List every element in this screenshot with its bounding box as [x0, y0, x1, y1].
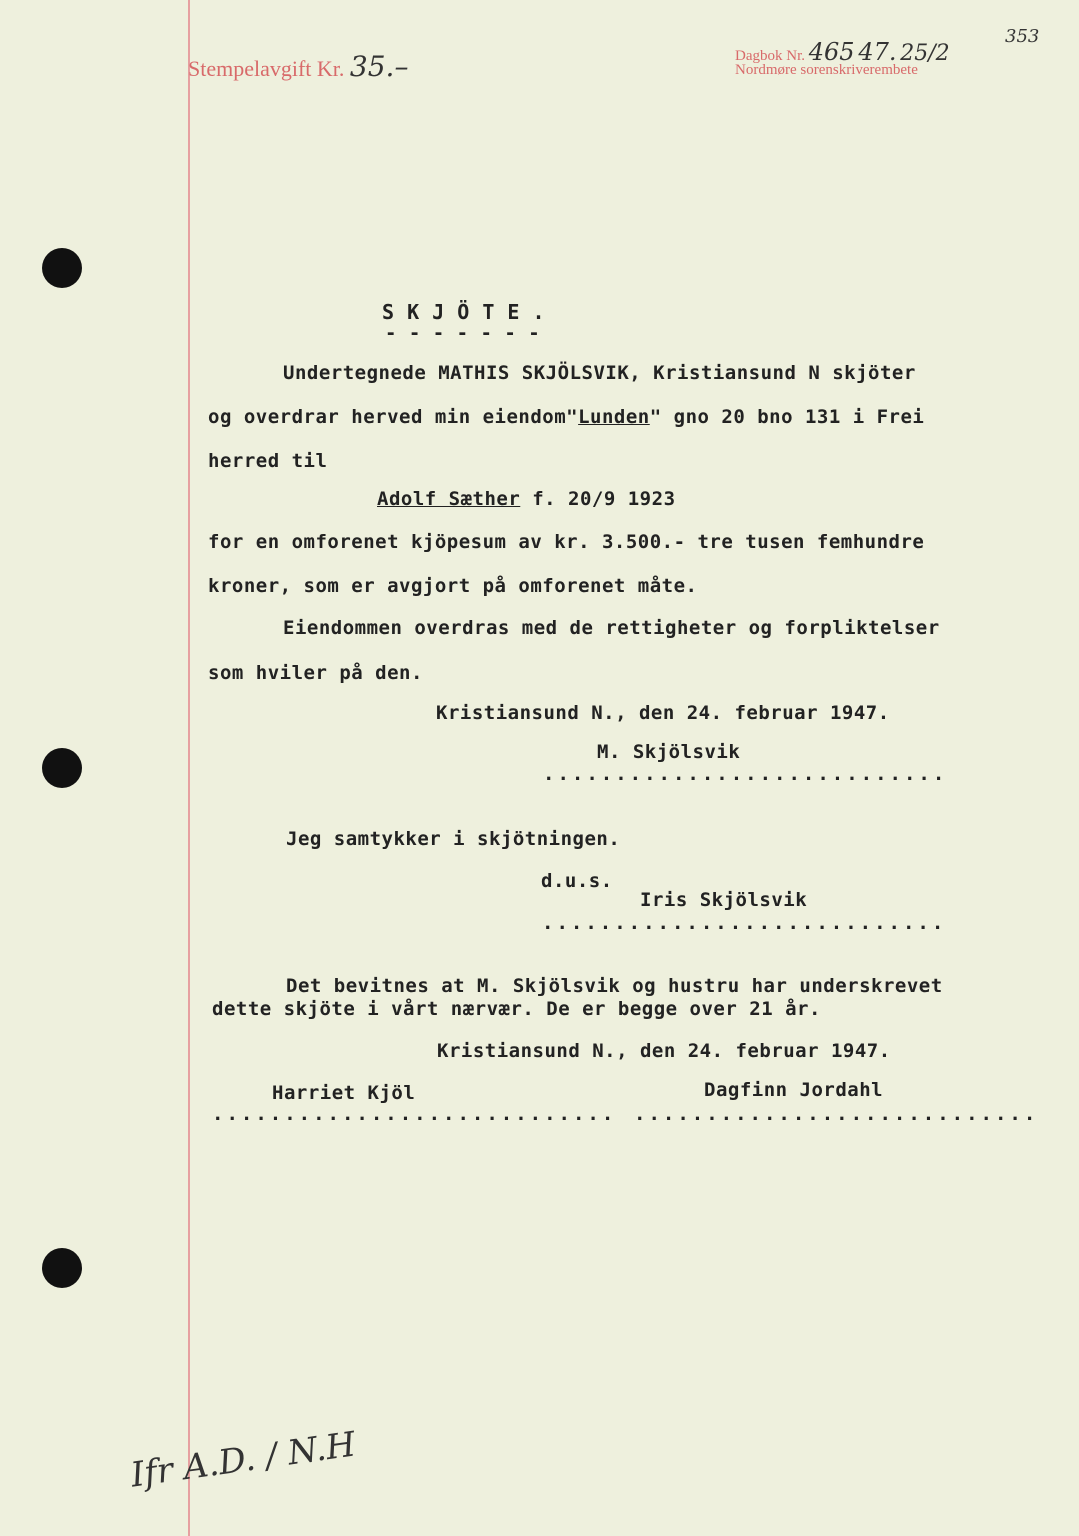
signer-name: Iris Skjölsvik	[640, 889, 808, 911]
consent-text: Jeg samtykker i skjötningen.	[286, 828, 621, 850]
journal-date: 25/2	[900, 41, 950, 66]
punch-hole	[42, 1248, 82, 1288]
journal-stamp	[735, 38, 950, 79]
text-run: Undertegnede	[283, 362, 427, 384]
witness-name: Dagfinn Jordahl	[704, 1079, 884, 1101]
witness-name: Harriet Kjöl	[272, 1082, 416, 1104]
signature-line: ............................	[212, 1103, 617, 1125]
journal-number: 465	[808, 38, 855, 66]
body-line: kroner, som er avgjort på omforenet måte.	[208, 575, 698, 597]
body-line: Eiendommen overdras med de rettigheter og forpliktelser	[283, 617, 940, 639]
buyer-birth: f. 20/9 1923	[532, 488, 676, 510]
buyer-line	[377, 488, 676, 510]
handwritten-note: Ifr A.D. / N.H	[128, 1424, 359, 1496]
dus-label: d.u.s.	[541, 870, 613, 892]
property-name: Lunden	[578, 406, 650, 428]
text-run: Kristiansund N skjöter	[653, 362, 916, 384]
buyer-name: Adolf Sæther	[377, 488, 521, 510]
place-date: Kristiansund N., den 24. februar 1947.	[437, 1040, 891, 1062]
document-title: S K J Ö T E .	[382, 300, 546, 324]
body-line	[283, 362, 916, 384]
journal-year: 47.	[858, 38, 897, 66]
body-line: for en omforenet kjöpesum av kr. 3.500.- tre tusen femhundre	[208, 531, 925, 553]
signer-name: M. Skjölsvik	[597, 741, 741, 763]
fee-stamp	[188, 50, 408, 83]
place-date: Kristiansund N., den 24. februar 1947.	[436, 702, 890, 724]
body-line: som hviler på den.	[208, 662, 423, 684]
punch-hole	[42, 748, 82, 788]
body-line	[208, 406, 924, 428]
office-name: Nordmøre sorenskriverembete	[735, 62, 918, 78]
punch-hole	[42, 248, 82, 288]
signature-line: ............................	[543, 763, 948, 785]
seller-name: MATHIS SKJÖLSVIK,	[438, 362, 642, 384]
page-number: 353	[1005, 26, 1040, 47]
witness-text: dette skjöte i vårt nærvær. De er begge over 21 år.	[212, 998, 821, 1020]
margin-line	[188, 0, 190, 1536]
journal-label: Dagbok Nr.	[735, 48, 805, 64]
signature-line: ............................	[542, 912, 947, 934]
signature-line: ............................	[634, 1103, 1039, 1125]
fee-amount: 35.–	[349, 50, 409, 83]
body-line: herred til	[208, 450, 328, 472]
fee-label: Stempelavgift Kr.	[188, 56, 345, 81]
title-underline: - - - - - - -	[385, 322, 541, 344]
witness-text: Det bevitnes at M. Skjölsvik og hustru har underskrevet	[286, 975, 943, 997]
text-run: og overdrar herved min eiendom"	[208, 406, 579, 428]
text-run: " gno 20 bno 131 i Frei	[649, 406, 925, 428]
